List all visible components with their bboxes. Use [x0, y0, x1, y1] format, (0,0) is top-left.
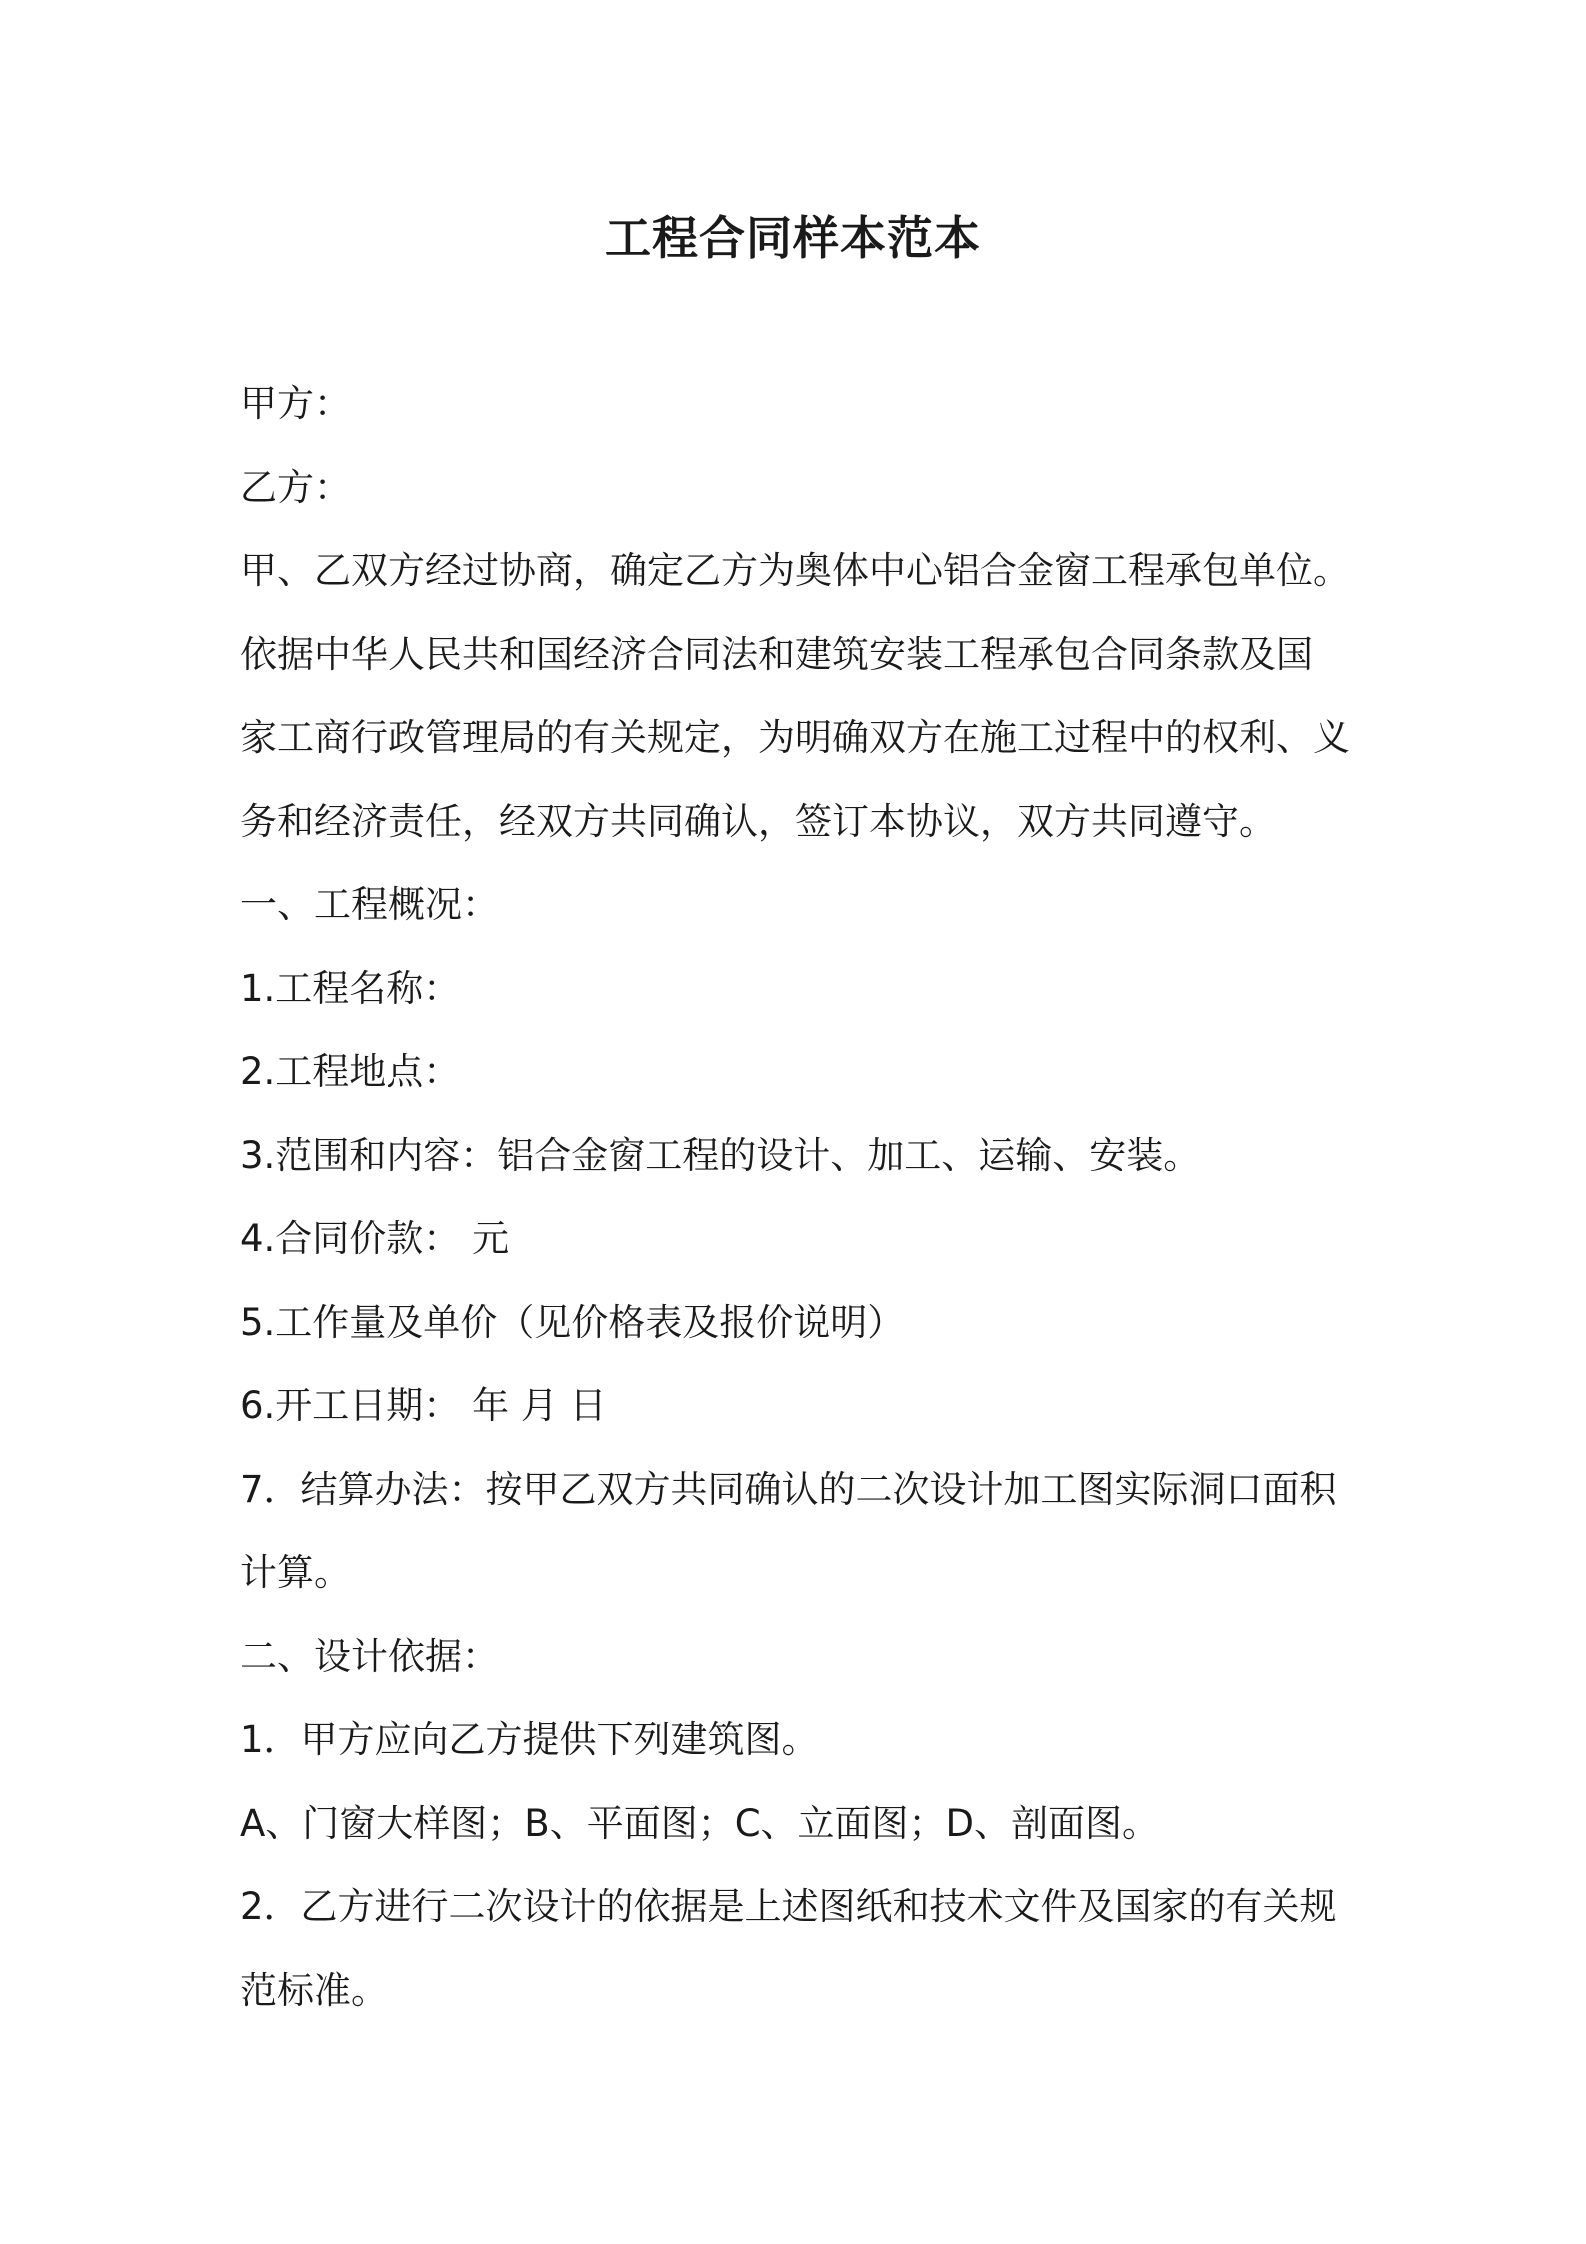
section-heading: 一、工程概况：: [240, 883, 499, 926]
list-item: 1.工程名称：: [240, 966, 461, 1010]
party-b-line: 乙方：: [240, 465, 351, 509]
paragraph-line: 甲、乙双方经过协商，确定乙方为奥体中心铝合金窗工程承包单位。: [240, 549, 1350, 592]
party-a-line: 甲方：: [240, 382, 351, 425]
list-item: 6.开工日期： 年 月 日: [240, 1384, 607, 1427]
list-item-continuation: 计算。: [240, 1551, 351, 1594]
list-item: 3.范围和内容：铝合金窗工程的设计、加工、运输、安装。: [240, 1133, 1201, 1177]
paragraph-line: 务和经济责任，经双方共同确认，签订本协议，双方共同遵守。: [240, 799, 1276, 843]
paragraph-line: 依据中华人民共和国经济合同法和建筑安装工程承包合同条款及国: [240, 632, 1313, 676]
list-item-continuation: 范标准。: [240, 1968, 388, 2012]
section-heading: 二、设计依据：: [240, 1634, 499, 1678]
list-item: A、门窗大样图；B、平面图；C、立面图；D、剖面图。: [240, 1801, 1160, 1845]
document-body: [240, 362, 1360, 2032]
list-item: 4.合同价款： 元: [240, 1217, 510, 1260]
list-item: 1．甲方应向乙方提供下列建筑图。: [240, 1718, 819, 1761]
list-item: 7．结算办法：按甲乙双方共同确认的二次设计加工图实际洞口面积: [240, 1467, 1337, 1511]
document-title: 工程合同样本范本: [605, 211, 981, 265]
paragraph-line: 家工商行政管理局的有关规定，为明确双方在施工过程中的权利、义: [240, 716, 1350, 759]
list-item: 5.工作量及单价（见价格表及报价说明）: [240, 1300, 905, 1344]
list-item: 2.工程地点：: [240, 1050, 461, 1093]
list-item: 2．乙方进行二次设计的依据是上述图纸和技术文件及国家的有关规: [240, 1885, 1337, 1928]
